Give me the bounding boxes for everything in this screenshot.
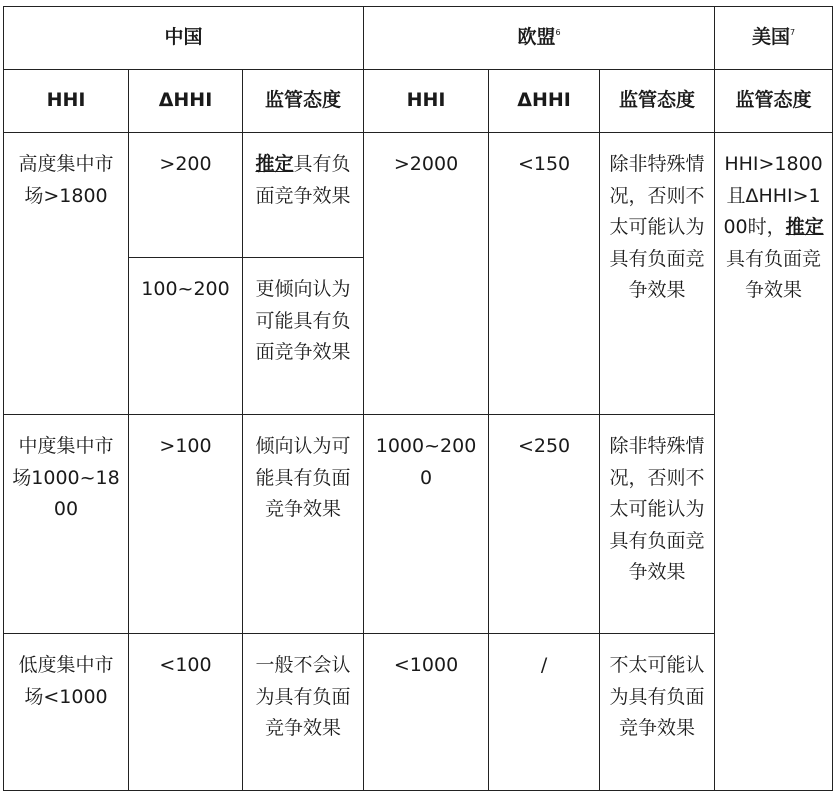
us-attitude: HHI>1800且ΔHHI>100时，推定具有负面竞争效果 <box>715 133 833 791</box>
region-china: 中国 <box>4 7 364 70</box>
cn-low-delta: <100 <box>129 634 243 791</box>
eu-high-delta: <150 <box>489 133 600 415</box>
cn-high-attitude-b: 更倾向认为可能具有负面竞争效果 <box>243 258 364 415</box>
region-eu: 欧盟$^6$ <box>364 7 715 70</box>
eu-high-attitude: 除非特殊情况，否则不太可能认为具有负面竞争效果 <box>600 133 715 415</box>
col-us-attitude: 监管态度 <box>715 70 833 133</box>
eu-low-hhi: <1000 <box>364 634 489 791</box>
region-header-row <box>4 7 833 70</box>
market-mid: 中度集中市场1000~1800 <box>4 415 129 634</box>
region-us: 美国$^7$ <box>715 7 833 70</box>
cn-mid-delta: >100 <box>129 415 243 634</box>
presume-emphasis: 推定 <box>785 216 824 238</box>
market-high: 高度集中市场>1800 <box>4 133 129 415</box>
eu-mid-delta: <250 <box>489 415 600 634</box>
eu-low-delta: / <box>489 634 600 791</box>
hhi-comparison-table <box>3 6 833 791</box>
cn-high-delta-a: >200 <box>129 133 243 258</box>
market-low: 低度集中市场<1000 <box>4 634 129 791</box>
cn-low-attitude: 一般不会认为具有负面竞争效果 <box>243 634 364 791</box>
col-eu-hhi: HHI <box>364 70 489 133</box>
col-cn-delta-hhi: ΔHHI <box>129 70 243 133</box>
table-row-low <box>4 634 833 791</box>
cn-mid-attitude: 倾向认为可能具有负面竞争效果 <box>243 415 364 634</box>
cn-high-attitude-a: 推定具有负面竞争效果 <box>243 133 364 258</box>
table-row-mid <box>4 415 833 634</box>
footnote-6: 6 <box>555 28 561 38</box>
footnote-7: 7 <box>790 28 796 38</box>
table-row-high-a <box>4 133 833 258</box>
eu-high-hhi: >2000 <box>364 133 489 415</box>
eu-mid-attitude: 除非特殊情况，否则不太可能认为具有负面竞争效果 <box>600 415 715 634</box>
presume-emphasis: 推定 <box>255 153 294 175</box>
col-eu-delta-hhi: ΔHHI <box>489 70 600 133</box>
cn-high-delta-b: 100~200 <box>129 258 243 415</box>
column-header-row <box>4 70 833 133</box>
col-cn-hhi: HHI <box>4 70 129 133</box>
eu-low-attitude: 不太可能认为具有负面竞争效果 <box>600 634 715 791</box>
col-cn-attitude: 监管态度 <box>243 70 364 133</box>
col-eu-attitude: 监管态度 <box>600 70 715 133</box>
eu-mid-hhi: 1000~2000 <box>364 415 489 634</box>
